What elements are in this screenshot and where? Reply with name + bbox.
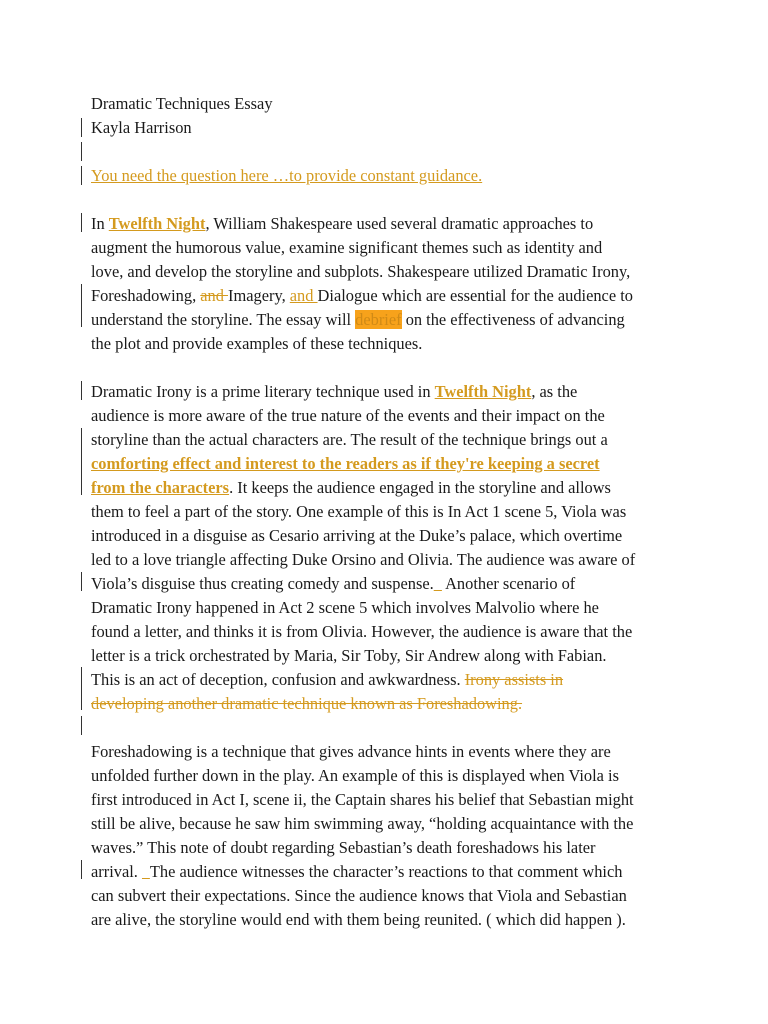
change-bar bbox=[81, 213, 82, 232]
document-title: Dramatic Techniques Essay bbox=[91, 94, 273, 113]
change-bar bbox=[81, 118, 82, 137]
document-author: Kayla Harrison bbox=[91, 118, 192, 137]
deleted-text: Irony assists in bbox=[464, 670, 564, 689]
play-title: Twelfth Night bbox=[108, 214, 206, 233]
paragraph-foreshadowing: Foreshadowing is a technique that gives advance hints in events where they are unfolded further down in the play. An example of this is displayed when Viola is first introduced in Act I, scene ii, the Captain shares his belief that Sebastian might still be alive, because he saw him swimming away, “holding acquaintance with the waves.” This note of doubt regarding Sebastian’s death foreshadows his later arrival. The audience witnesses the character’s reactions to that comment which can subvert their expectations. Since the audience knows that Viola and Sebastian are alive, the storyline would end with them being reunited. ( which did happen ). bbox=[91, 742, 634, 929]
change-bar bbox=[81, 572, 82, 591]
change-bar bbox=[81, 166, 82, 185]
inserted-text bbox=[142, 862, 150, 881]
change-bar bbox=[81, 381, 82, 400]
inserted-text bbox=[434, 574, 442, 593]
inserted-text: and bbox=[289, 286, 318, 305]
inserted-text: comforting effect and interest to the readers as if they're keeping a secret bbox=[91, 454, 600, 473]
change-bar bbox=[81, 667, 82, 710]
document-body bbox=[91, 92, 691, 932]
review-comment bbox=[91, 164, 691, 188]
change-bar bbox=[81, 860, 82, 879]
inserted-text: from the characters bbox=[91, 478, 230, 497]
play-title: Twelfth Night bbox=[434, 382, 532, 401]
change-bar bbox=[81, 716, 82, 735]
change-bar bbox=[81, 142, 82, 161]
highlighted-word: debrief bbox=[355, 310, 402, 329]
paragraph-intro: In Twelfth Night, William Shakespeare used several dramatic approaches to augment the humorous value, examine significant themes such as identity and love, and develop the storyline and subplots. Shakespeare utilized Dramatic Irony, Foreshadowing, and Imagery, and Dialogue which are essential for the audience to understand the storyline. The essay will debrief on the effectiveness of advancing the plot and provide examples of these techniques. bbox=[91, 214, 633, 353]
inserted-text: You need the question here …to provide constant guidance. bbox=[91, 166, 483, 185]
deleted-text: and bbox=[200, 286, 229, 305]
change-bar bbox=[81, 428, 82, 495]
change-bar bbox=[81, 284, 82, 327]
paragraph-dramatic-irony: Dramatic Irony is a prime literary technique used in Twelfth Night, as the audience is more aware of the true nature of the events and their impact on the storyline than the actual characters are. The result of the technique brings out a comforting effect and interest to the readers as if they're keeping a secret from the characters. It keeps the audience engaged in the storyline and allows them to feel a part of the story. One example of this is In Act 1 scene 5, Viola was introduced in a disguise as Cesario arriving at the Duke’s palace, which overtime led to a love triangle affecting Duke Orsino and Olivia. The audience was aware of Viola’s disguise thus creating comedy and suspense. Another scenario of Dramatic Irony happened in Act 2 scene 5 which involves Malvolio where he found a letter, and thinks it is from Olivia. However, the audience is aware that the letter is a trick orchestrated by Maria, Sir Toby, Sir Andrew along with Fabian. This is an act of deception, confusion and awkwardness. Irony assists in developing another dramatic technique known as Foreshadowing. bbox=[91, 382, 636, 713]
deleted-text: developing another dramatic technique known as Foreshadowing. bbox=[91, 694, 523, 713]
